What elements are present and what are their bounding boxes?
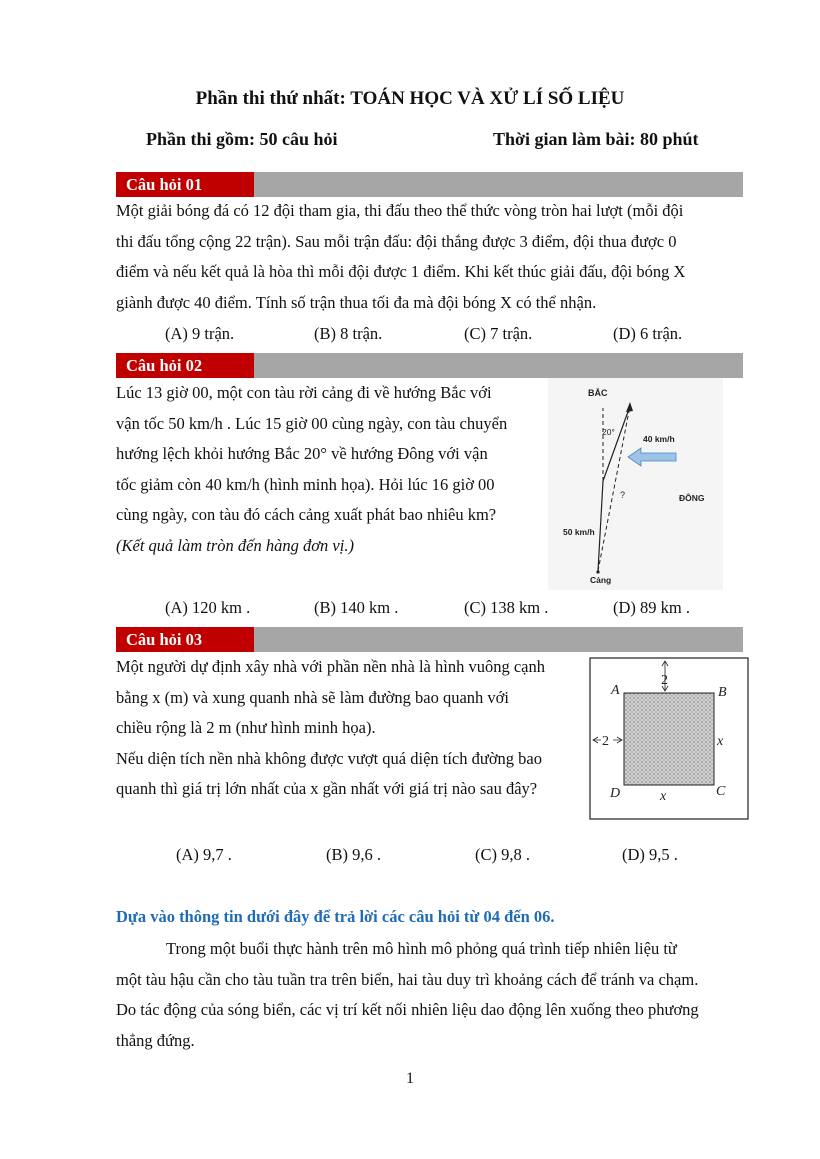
q1-option-c[interactable]: (C) 7 trận.: [464, 324, 533, 343]
q2-line: cùng ngày, con tàu đó cách cảng xuất phát bao nhiêu km?: [116, 505, 497, 525]
question-3-text: [116, 652, 574, 805]
question-2-label: Câu hỏi 02: [116, 353, 254, 378]
q1-option-a[interactable]: (A) 9 trận.: [165, 324, 235, 343]
question-1-label: Câu hỏi 01: [116, 172, 254, 197]
port-label: Cảng: [590, 575, 612, 585]
vertex-a: A: [611, 683, 620, 698]
q1-option-b[interactable]: (B) 8 trận.: [314, 324, 383, 343]
q3-line: chiều rộng là 2 m (như hình minh họa).: [116, 718, 376, 738]
section-line: một tàu hậu cần cho tàu tuần tra trên biển, hai tàu duy trì khoảng cách để tránh va chạm.: [116, 969, 699, 989]
time-limit: Thời gian làm bài: 80 phút: [493, 129, 699, 149]
question-3-header: [116, 627, 743, 652]
q2-option-d[interactable]: (D) 89 km .: [613, 598, 690, 617]
question-count: Phần thi gồm: 50 câu hỏi: [146, 129, 338, 149]
q3-option-c[interactable]: (C) 9,8 .: [475, 845, 530, 864]
q1-line: giành được 40 điểm. Tính số trận thua tối đa mà đội bóng X có thể nhận.: [116, 292, 597, 312]
left-width-label: 2: [602, 734, 609, 749]
house-square: [624, 693, 714, 785]
top-width-label: 2: [661, 673, 668, 688]
q3-option-d[interactable]: (D) 9,5 .: [622, 845, 678, 864]
section-paragraph: [116, 934, 743, 1056]
q3-option-b[interactable]: (B) 9,6 .: [326, 845, 381, 864]
q3-line: quanh thì giá trị lớn nhất của x gần nhất với giá trị nào sau đây?: [116, 779, 538, 799]
q1-line: điểm và nếu kết quả là hòa thì mỗi đội được 1 điểm. Khi kết thúc giải đấu, đội bóng X: [116, 262, 686, 282]
q2-line: tốc giảm còn 40 km/h (hình minh họa). Hỏi lúc 16 giờ 00: [116, 474, 495, 494]
q3-line: Nếu diện tích nền nhà không được vượt quá diện tích đường bao: [116, 748, 542, 768]
figure-background: [548, 378, 723, 590]
q1-option-d[interactable]: (D) 6 trận.: [613, 324, 683, 343]
q3-option-a[interactable]: (A) 9,7 .: [176, 845, 232, 864]
section-line: Do tác động của sóng biển, các vị trí kết nối nhiên liệu dao động lên xuống theo phương: [116, 1000, 699, 1020]
q3-line: Một người dự định xây nhà với phần nền nhà là hình vuông cạnh: [116, 657, 545, 676]
q2-option-c[interactable]: (C) 138 km .: [464, 598, 549, 617]
q1-line: Một giải bóng đá có 12 đội tham gia, thi đấu theo thể thức vòng tròn hai lượt (mỗi đội: [116, 201, 684, 220]
q2-line: vận tốc 50 km/h . Lúc 15 giờ 00 cùng ngày, con tàu chuyển: [116, 413, 508, 433]
east-label: ĐÔNG: [679, 493, 705, 503]
section-line: Trong một buổi thực hành trên mô hình mô phỏng quá trình tiếp nhiên liệu từ: [166, 939, 677, 958]
bottom-length-label: x: [660, 789, 667, 804]
ship-route-figure: [548, 378, 723, 590]
q2-line: Lúc 13 giờ 00, một con tàu rời cảng đi về hướng Bắc với: [116, 383, 492, 402]
unknown-distance-label: ?: [620, 490, 626, 500]
section-line: thẳng đứng.: [116, 1030, 195, 1050]
q2-note: (Kết quả làm tròn đến hàng đơn vị.): [116, 535, 354, 555]
vertex-c: C: [716, 784, 726, 799]
vertex-b: B: [718, 685, 727, 700]
q3-line: bằng x (m) và xung quanh nhà sẽ làm đường bao quanh với: [116, 687, 509, 707]
first-speed-label: 50 km/h: [563, 527, 595, 537]
second-speed-label: 40 km/h: [643, 434, 675, 444]
question-1-header: [116, 172, 743, 197]
side-length-label: x: [717, 734, 724, 749]
page-number: 1: [406, 1070, 414, 1087]
q1-line: thi đấu tổng cộng 22 trận). Sau mỗi trận đấu: đội thắng được 3 điểm, đội thua được 0: [116, 231, 677, 251]
q2-option-b[interactable]: (B) 140 km .: [314, 598, 399, 617]
vertex-d: D: [610, 786, 621, 801]
section-heading: Dựa vào thông tin dưới đây để trả lời các câu hỏi từ 04 đến 06.: [116, 907, 555, 926]
q2-line: hướng lệch khỏi hướng Bắc 20° về hướng Đông với vận: [116, 444, 488, 464]
q2-option-a[interactable]: (A) 120 km .: [165, 598, 251, 617]
question-3-label: Câu hỏi 03: [116, 627, 254, 652]
question-2-text: [116, 378, 540, 562]
house-plan-figure: [589, 657, 749, 820]
question-1-text: [116, 196, 743, 318]
question-2-header: [116, 353, 743, 378]
port-point: [596, 570, 599, 573]
angle-label: 20°: [602, 427, 615, 437]
north-label: BẮC: [588, 388, 608, 398]
page-title: Phần thi thứ nhất: TOÁN HỌC VÀ XỬ LÍ SỐ LIỆU: [195, 88, 625, 109]
